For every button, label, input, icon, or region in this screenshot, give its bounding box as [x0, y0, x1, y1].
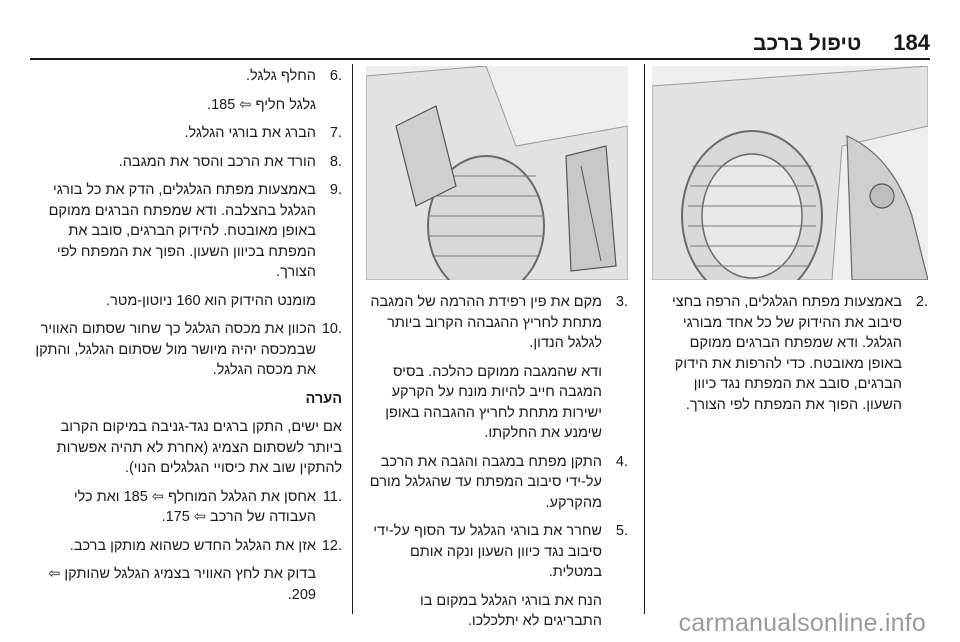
header-rule: [30, 58, 930, 60]
step-text: מקם את פין רפידת ההרמה של המגבה מתחת לחריץ ההגבהה הקרוב ביותר לגלגל הנדון.: [370, 294, 602, 351]
column-divider-left: [352, 64, 353, 614]
jack-illustration-svg: [366, 66, 628, 280]
wheel-illustration-svg: [652, 66, 928, 280]
paragraph-place-bolts: הנח את בורגי הגלגל במקום בו התבריגים לא יתלכלכו.: [419, 592, 602, 629]
step-10: [30, 319, 342, 381]
column-divider-right: [644, 64, 645, 614]
step-number: .10: [321, 321, 342, 337]
step-number: .8: [329, 153, 342, 170]
step-number: .6: [329, 68, 342, 84]
step-text: שחרר את בורגי הגלגל עד הסוף על-ידי סיבוב נגד כיוון השעון ונקה אותם במטלית.: [373, 523, 602, 580]
note-heading: הערה: [305, 390, 342, 407]
step-number: .12: [321, 537, 342, 554]
step-7: [30, 123, 342, 144]
page-title: טיפול ברכב: [753, 32, 862, 55]
step-9: [30, 180, 342, 283]
step-text: הברג את בורגי הגלגל.: [184, 125, 316, 141]
step-text: גלגל חליף ⇦ 185.: [207, 96, 316, 113]
step-number: .4: [615, 453, 628, 470]
wheel-lug-bolts-illustration: [652, 66, 928, 280]
step-text: אחסן את הגלגל המוחלף ⇦ 185 ואת כלי העבודה של הרכב ⇦ 175.: [73, 488, 316, 525]
step-6: [30, 66, 342, 87]
column-middle: [366, 292, 628, 640]
paragraph-torque: מומנט ההידוק הוא 160 ניוטון-מטר.: [106, 292, 316, 309]
step-text: אזן את הגלגל החדש כשהוא מותקן ברכב.: [69, 537, 316, 554]
step-2: [652, 292, 928, 415]
paragraph-ensure-jack: ודא שהמגבה ממוקם כהלכה. בסיס המגבה חייב להיות מונח על הקרקע ישירות מתחת לחריץ ההגבהה באופן שימנע את החלקתו.: [385, 363, 602, 441]
step-12: [30, 536, 342, 557]
step-number: .9: [329, 182, 342, 198]
step-number: .3: [615, 294, 628, 310]
step-4: [366, 452, 628, 514]
page-header: [30, 26, 930, 56]
page-number: 184: [893, 30, 930, 55]
column-left: [30, 66, 342, 613]
step-number: .2: [915, 294, 928, 310]
step-text: באמצעות מפתח הגלגלים, הרפה בחצי סיבוב את ההידוק של כל אחד מבורגי הגלגל. ודא שמפתח הברגים ממוקם באופן מאובטח. כדי להרפות את הידוק הברגים, סובב את המפתח נגד כיוון השעון. הפוך את המפתח לפי הצורך.: [671, 294, 902, 413]
step-number: [316, 95, 342, 116]
spare-wheel-ref: [30, 95, 342, 116]
note-text: אם ישים, התקן ברגים נגד-גניבה במיקום הקרוב ביותר לשסתום הצמיג (אחרת לא תהיה אפשרות להתקין שוב את כיסויי הגלגלים הנוי).: [56, 419, 342, 476]
step-text: הכוון את מכסה הגלגל כך שחור שסתום האוויר שבמכסה יהיה מיושר מול שסתום הגלגל, והתקן את מכסה הגלגל.: [35, 321, 316, 378]
step-text: הורד את הרכב והסר את המגבה.: [118, 153, 316, 170]
step-8: [30, 152, 342, 173]
step-5: [366, 521, 628, 583]
step-text: החלף גלגל.: [246, 68, 316, 84]
step-number: .11: [322, 488, 342, 505]
step-11: [30, 487, 342, 528]
step-text: באמצעות מפתח הגלגלים, הדק את כל בורגי הגלגל בהצלבה. ודא שמפתח הברגים ממוקם באופן מאובטח. להידוק הברגים, סובב את המפתח בכיוון השעון. הפוך את המפתח לפי הצורך.: [48, 182, 316, 280]
paragraph-check-pressure: בדוק את לחץ האוויר בצמיג הגלגל שהותקן ⇦ 209.: [48, 566, 316, 603]
step-number: .5: [615, 523, 628, 539]
step-3: [366, 292, 628, 354]
step-text: התקן מפתח במגבה והגבה את הרכב על-ידי סיבוב המפתח עד שהגלגל מורם מהקרקע.: [369, 453, 602, 511]
step-number: .7: [329, 125, 342, 141]
jack-under-vehicle-illustration: [366, 66, 628, 280]
column-right: [652, 292, 928, 423]
watermark: carmanualsonline.info: [678, 609, 926, 637]
